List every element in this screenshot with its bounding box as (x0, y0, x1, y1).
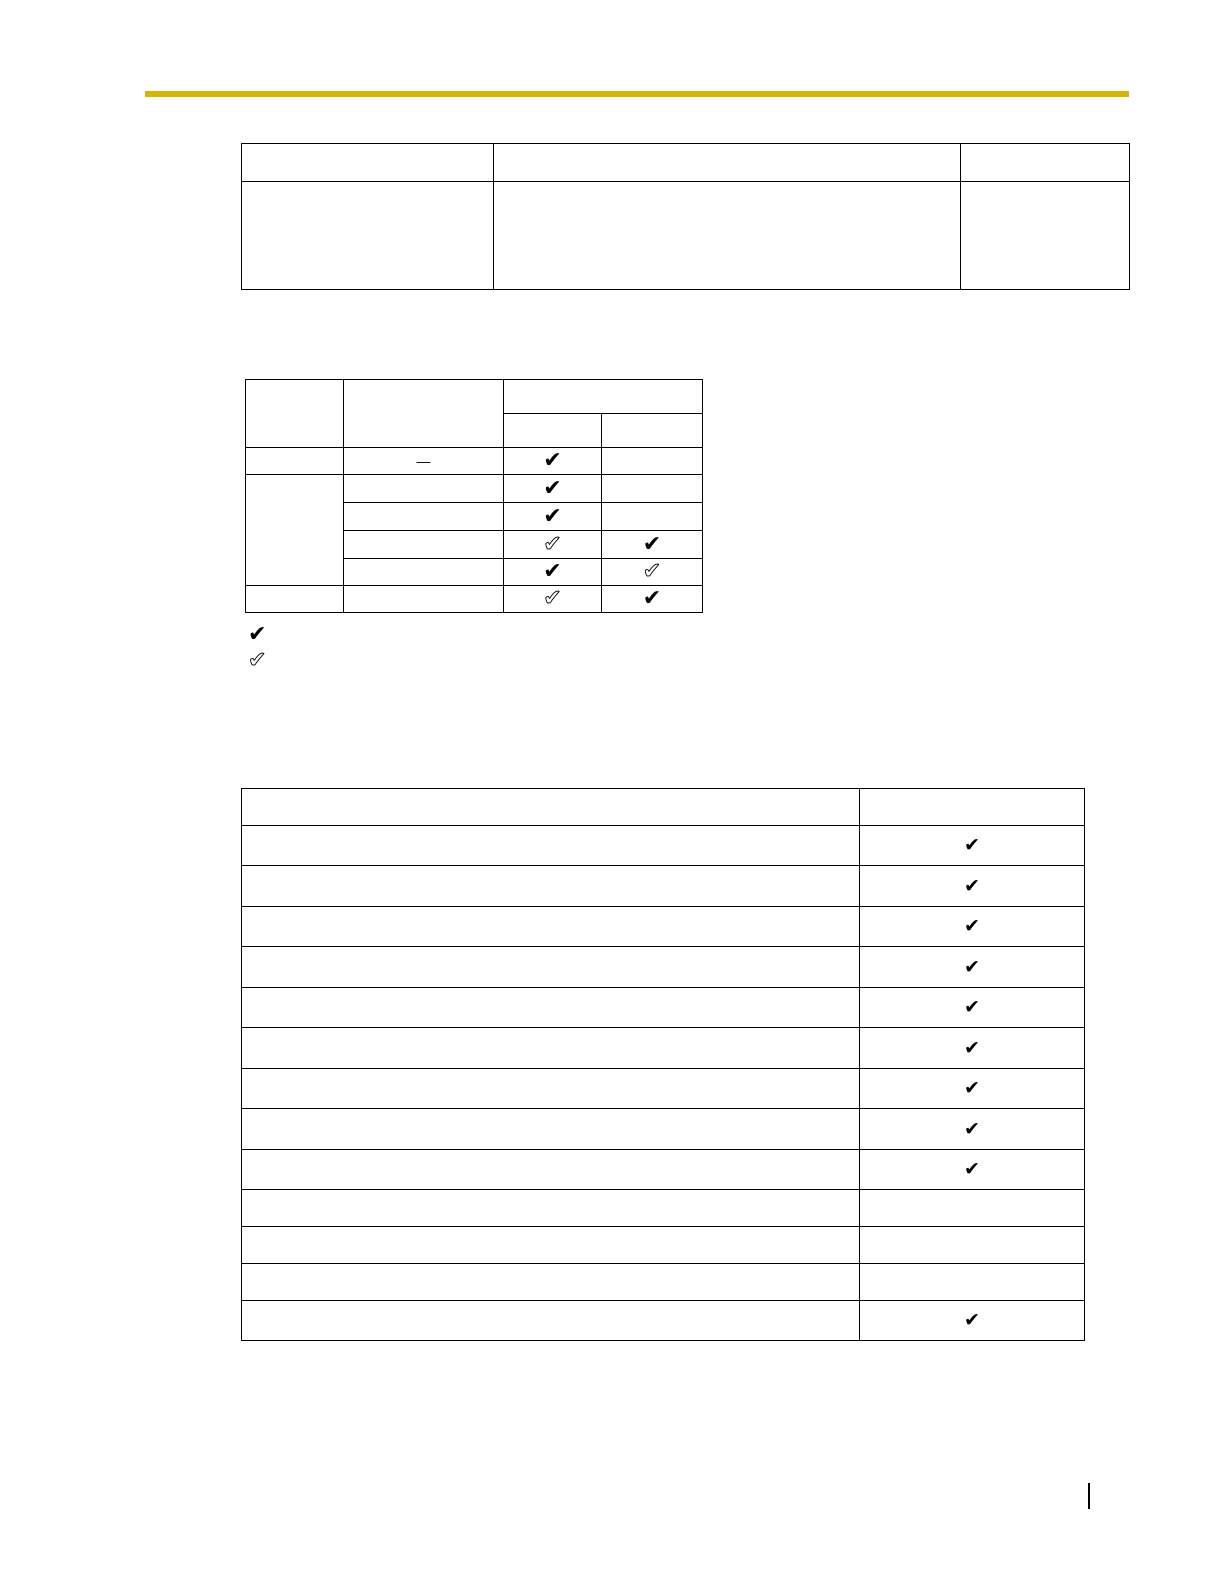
table-row (242, 947, 1085, 988)
table-cell (504, 531, 602, 559)
header-cell (344, 380, 504, 448)
table-cell (504, 448, 602, 475)
table-cell (344, 475, 504, 503)
table-cell (602, 531, 703, 559)
table-cell (961, 144, 1130, 182)
table-cell (242, 866, 860, 907)
heavy-check-mark-icon: ✔ (964, 834, 980, 856)
table-cell (494, 144, 961, 182)
outline-check-mark-icon: ✔ (543, 586, 562, 611)
table-cell (860, 1264, 1085, 1301)
table-cell (602, 475, 703, 503)
table-row (242, 1227, 1085, 1264)
table-cell (242, 907, 860, 947)
table-cell (860, 1227, 1085, 1264)
subheader-cell (504, 414, 602, 448)
table-cell (860, 1069, 1085, 1109)
table-cell (344, 531, 504, 559)
table-cell (860, 947, 1085, 988)
table-cell (242, 1301, 860, 1341)
page-edge-bar (1088, 1483, 1090, 1509)
heavy-check-mark-icon: ✔ (964, 1158, 980, 1180)
heavy-check-mark-icon: ✔ (964, 996, 980, 1018)
table-cell (860, 826, 1085, 866)
table-cell (860, 1028, 1085, 1069)
table-cell (344, 559, 504, 586)
heavy-check-mark-icon: ✔ (642, 531, 662, 557)
table-cell (242, 1264, 860, 1301)
table-cell (860, 789, 1085, 826)
table-row (242, 1264, 1085, 1301)
header-rule (145, 91, 1129, 97)
legend-solid-check-icon: ✔ (248, 622, 267, 647)
table-header-row (246, 380, 703, 414)
table-cell (602, 586, 703, 613)
header-cell-group (504, 380, 703, 414)
table-row (242, 1109, 1085, 1150)
subheader-cell (602, 414, 703, 448)
heavy-check-mark-icon: ✔ (964, 1036, 980, 1059)
table-cell (242, 1069, 860, 1109)
table-row (246, 448, 703, 475)
table-row (242, 1190, 1085, 1227)
table-row (242, 826, 1085, 866)
table-row (242, 1069, 1085, 1109)
outline-check-mark-icon: ✔ (642, 559, 662, 584)
heavy-check-mark-icon: ✔ (964, 1309, 980, 1331)
table-cell (961, 182, 1130, 290)
table-cell (242, 1109, 860, 1150)
table-row (242, 907, 1085, 947)
table-cell (242, 1227, 860, 1264)
table-cell (504, 503, 602, 531)
table-cell (860, 1301, 1085, 1341)
table-cell (860, 1190, 1085, 1227)
table-row (246, 475, 703, 503)
table-cell (246, 475, 344, 586)
table-cell (860, 907, 1085, 947)
heavy-check-mark-icon: ✔ (642, 586, 662, 611)
table-row (242, 1301, 1085, 1341)
heavy-check-mark-icon: ✔ (964, 1117, 980, 1140)
heavy-check-mark-icon: ✔ (543, 503, 562, 529)
heavy-check-mark-icon: ✔ (543, 448, 562, 473)
table-cell (242, 182, 494, 290)
dash-mark: — (416, 453, 431, 469)
table-row (242, 988, 1085, 1028)
table-cell (242, 1190, 860, 1227)
table-row (242, 1028, 1085, 1069)
heavy-check-mark-icon: ✔ (964, 915, 980, 937)
table-cell (344, 586, 504, 613)
table-cell (344, 503, 504, 531)
table-cell (242, 988, 860, 1028)
table-row (246, 586, 703, 613)
table-cell (602, 503, 703, 531)
heavy-check-mark-icon: ✔ (543, 475, 562, 501)
table-cell (504, 475, 602, 503)
table-cell (494, 182, 961, 290)
table-cell (242, 826, 860, 866)
table-cell (860, 1109, 1085, 1150)
table-cell (242, 947, 860, 988)
table-cell (344, 448, 504, 475)
table-cell (602, 559, 703, 586)
table-row (242, 182, 1130, 290)
table-cell (242, 1150, 860, 1190)
table-cell (242, 789, 860, 826)
table-top (241, 143, 1130, 290)
legend-outline-check-icon: ✔ (248, 648, 267, 673)
table-cell (246, 586, 344, 613)
outline-check-mark-icon: ✔ (543, 531, 562, 557)
header-cell (246, 380, 344, 448)
table-row (242, 1150, 1085, 1190)
table-header-row (242, 789, 1085, 826)
table-cell (242, 1028, 860, 1069)
table-cell (602, 448, 703, 475)
heavy-check-mark-icon: ✔ (543, 559, 562, 584)
table-row (242, 866, 1085, 907)
heavy-check-mark-icon: ✔ (964, 955, 980, 978)
table-feature-matrix (245, 379, 703, 613)
table-cell (242, 144, 494, 182)
table-cell (860, 1150, 1085, 1190)
table-cell (246, 448, 344, 475)
table-header-row (242, 144, 1130, 182)
heavy-check-mark-icon: ✔ (964, 874, 980, 897)
table-cell (860, 988, 1085, 1028)
table-bottom (241, 788, 1085, 1341)
table-cell (504, 559, 602, 586)
table-cell (504, 586, 602, 613)
table-cell (860, 866, 1085, 907)
heavy-check-mark-icon: ✔ (964, 1077, 980, 1099)
